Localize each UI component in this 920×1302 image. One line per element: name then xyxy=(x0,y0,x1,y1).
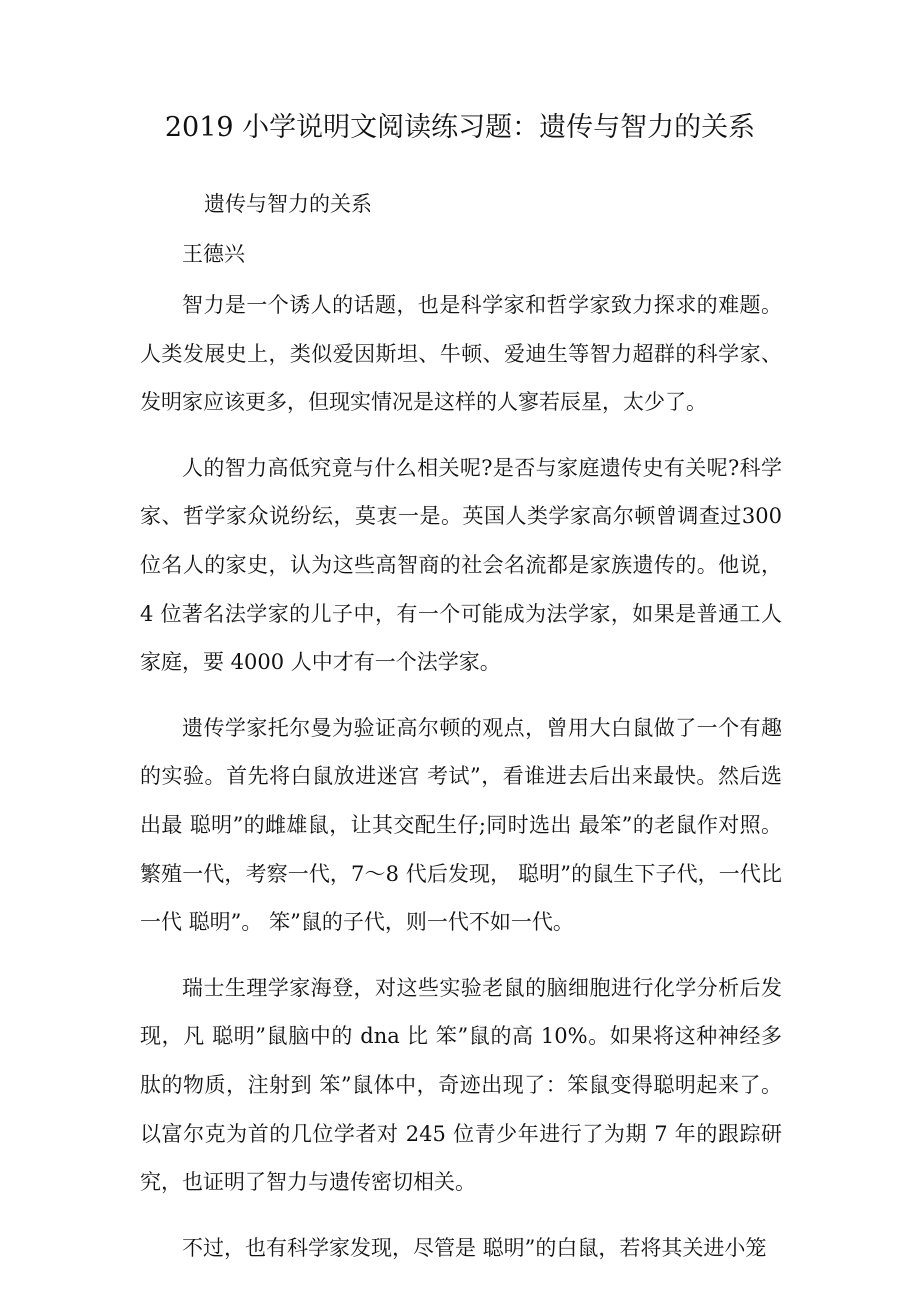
paragraph-5: 不过，也有科学家发现，尽管是 聪明”的白鼠，若将其关进小笼 xyxy=(182,1235,767,1260)
paragraph-4: 瑞士生理学家海登，对这些实验老鼠的脑细胞进行化学分析后发现，凡 聪明”鼠脑中的 dna 比 笨”鼠的高 10%。如果将这种神经多肽的物质，注射到 笨”鼠体中，奇迹出现了：笨鼠变得聪明起来了。以富尔克为首的几位学者对 245 位青少年进行了为期 7 年的跟踪研究，也证明了智力与遗传密切相关。 xyxy=(140,975,782,1195)
article-subtitle: 遗传与智力的关系 xyxy=(204,192,372,216)
document-title: 2019 小学说明文阅读练习题：遗传与智力的关系 xyxy=(164,112,756,143)
article-body xyxy=(140,281,782,1289)
paragraph-2: 人的智力高低究竟与什么相关呢?是否与家庭遗传史有关呢?科学家、哲学家众说纷纭，莫衷一是。英国人类学家高尔顿曾调查过300 位名人的家史，认为这些高智商的社会名流都是家族遗传的。他说，4 位著名法学家的儿子中，有一个可能成为法学家，如果是普通工人家庭，要 4000 人中才有一个法学家。 xyxy=(140,455,782,675)
paragraph-3: 遗传学家托尔曼为验证高尔顿的观点，曾用大白鼠做了一个有趣的实验。首先将白鼠放进迷宫 考试”，看谁进去后出来最快。然后选出最 聪明”的雌雄鼠，让其交配生仔;同时选出 最笨”的老鼠作对照。繁殖一代，考察一代，7～8 代后发现， 聪明”的鼠生下子代，一代比一代 聪明”。 笨”鼠的子代，则一代不如一代。 xyxy=(140,715,782,935)
paragraph-1: 智力是一个诱人的话题，也是科学家和哲学家致力探求的难题。人类发展史上，类似爱因斯坦、牛顿、爱迪生等智力超群的科学家、发明家应该更多，但现实情况是这样的人寥若辰星，太少了。 xyxy=(140,293,782,415)
article-author: 王德兴 xyxy=(182,242,245,266)
